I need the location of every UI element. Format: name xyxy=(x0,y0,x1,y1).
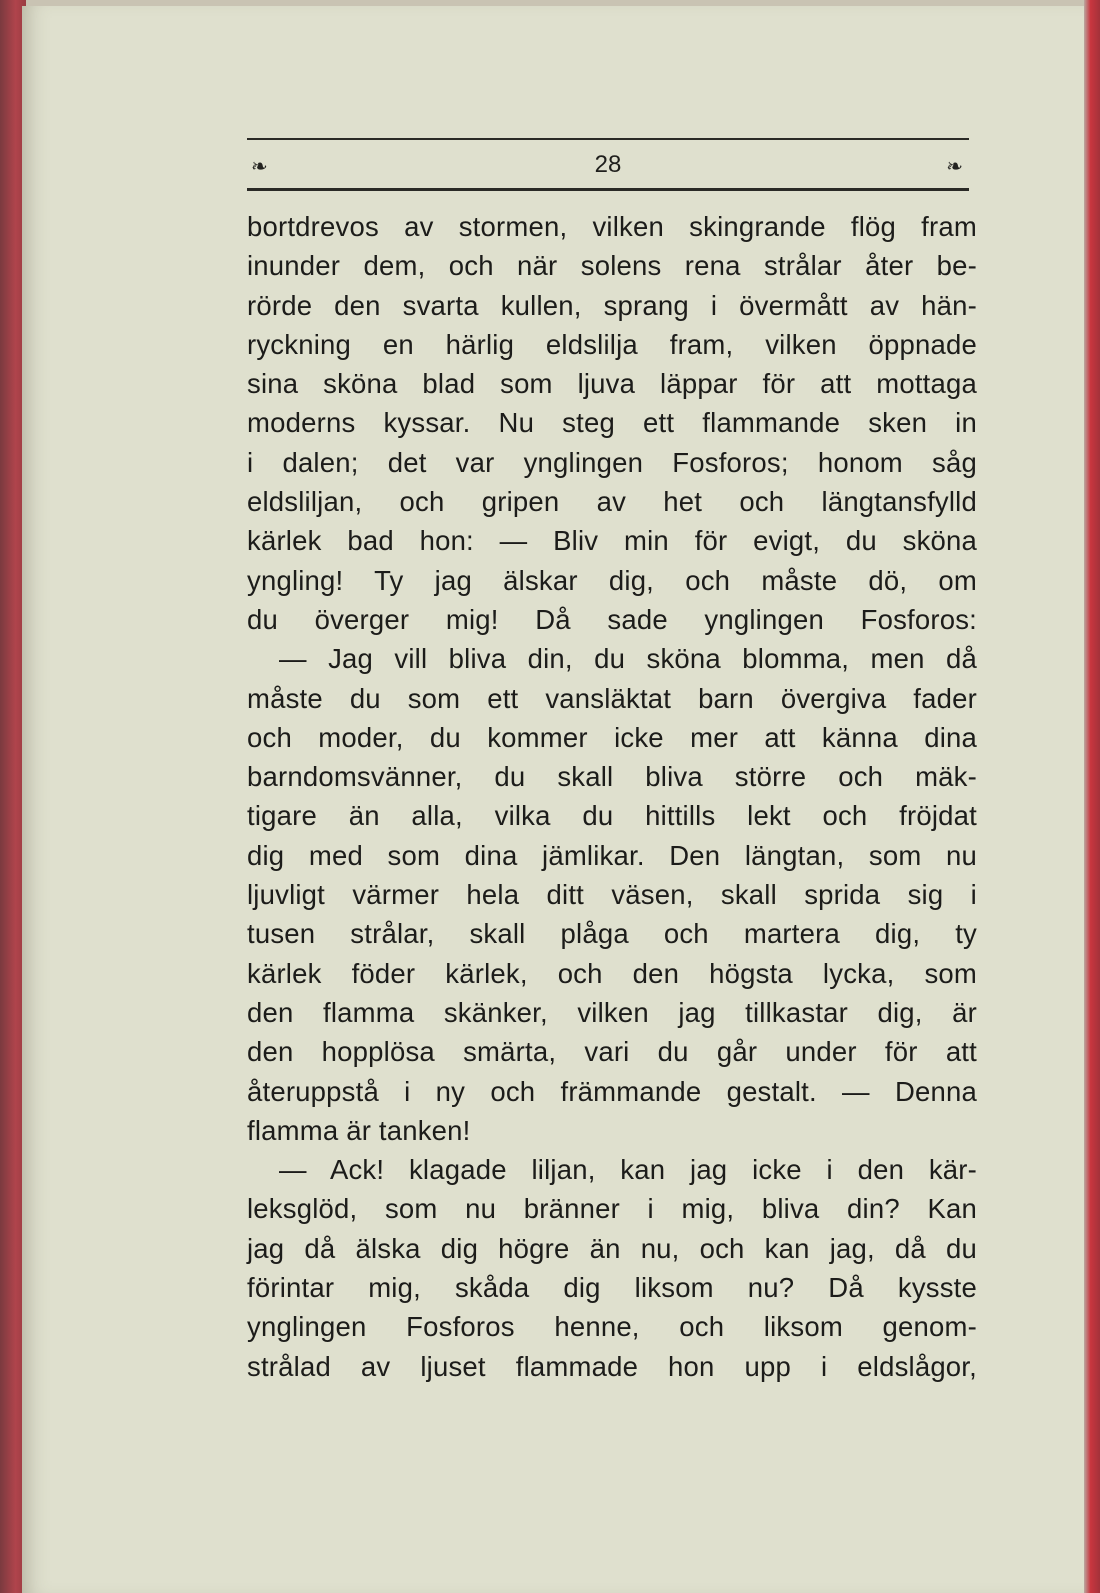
text-line: förintar mig, skåda dig liksom nu? Då kysste xyxy=(247,1272,977,1304)
text-line: rörde den svarta kullen, sprang i övermått av hän- xyxy=(247,289,977,321)
text-line: och moder, du kommer icke mer att känna dina xyxy=(247,721,977,753)
text-line: moderns kyssar. Nu steg ett flammande sken in xyxy=(247,407,977,439)
text-line: strålad av ljuset flammade hon upp i eldslågor, xyxy=(247,1350,977,1382)
text-line: ryckning en härlig eldslilja fram, vilken öppnade xyxy=(247,328,977,360)
text-line: i dalen; det var ynglingen Fosforos; honom såg xyxy=(247,446,977,478)
text-line: — Jag vill bliva din, du sköna blomma, men då xyxy=(279,643,977,675)
text-line: dig med som dina jämlikar. Den längtan, som nu xyxy=(247,839,977,871)
text-line: tigare än alla, vilka du hittills lekt och fröjdat xyxy=(247,800,977,832)
text-line: bortdrevos av stormen, vilken skingrande flög fram xyxy=(247,211,977,242)
text-line: måste du som ett vansläktat barn övergiva fader xyxy=(247,682,977,714)
text-line: eldsliljan, och gripen av het och längtansfylld xyxy=(247,486,977,518)
text-line: kärlek föder kärlek, och den högsta lycka, som xyxy=(247,957,977,989)
fleuron-icon: ❧ xyxy=(946,154,963,178)
running-header xyxy=(247,138,969,194)
text-line: barndomsvänner, du skall bliva större och mäk- xyxy=(247,761,977,793)
text-line: kärlek bad hon: — Bliv min för evigt, du sköna xyxy=(247,525,977,557)
page-number: 28 xyxy=(594,151,622,178)
text-line: — Ack! klagade liljan, kan jag icke i den kär- xyxy=(279,1154,977,1186)
text-line: ynglingen Fosforos henne, och liksom genom- xyxy=(247,1311,977,1343)
body-text xyxy=(247,207,977,1386)
text-line: yngling! Ty jag älskar dig, och måste dö, om xyxy=(247,564,977,596)
text-line: inunder dem, och när solens rena strålar åter be- xyxy=(247,250,977,282)
text-line: den flamma skänker, vilken jag tillkastar dig, är xyxy=(247,996,977,1028)
header-rule-top xyxy=(247,138,969,140)
text-line: sina sköna blad som ljuva läppar för att mottaga xyxy=(247,368,977,400)
text-line: återuppstå i ny och främmande gestalt. — Denna xyxy=(247,1075,977,1107)
header-rule-bottom xyxy=(247,188,969,191)
book-edge-right xyxy=(1084,0,1100,1593)
text-line: du överger mig! Då sade ynglingen Fosforos: xyxy=(247,603,977,635)
text-line: den hopplösa smärta, vari du går under för att xyxy=(247,1036,977,1068)
text-line: leksglöd, som nu bränner i mig, bliva din? Kan xyxy=(247,1193,977,1225)
text-line: flamma är tanken! xyxy=(247,1114,471,1146)
fleuron-icon: ❧ xyxy=(251,154,268,178)
text-line: tusen strålar, skall plåga och martera dig, ty xyxy=(247,918,977,950)
text-line: ljuvligt värmer hela ditt väsen, skall sprida sig i xyxy=(247,879,977,911)
text-line: jag då älska dig högre än nu, och kan jag, då du xyxy=(247,1232,977,1264)
